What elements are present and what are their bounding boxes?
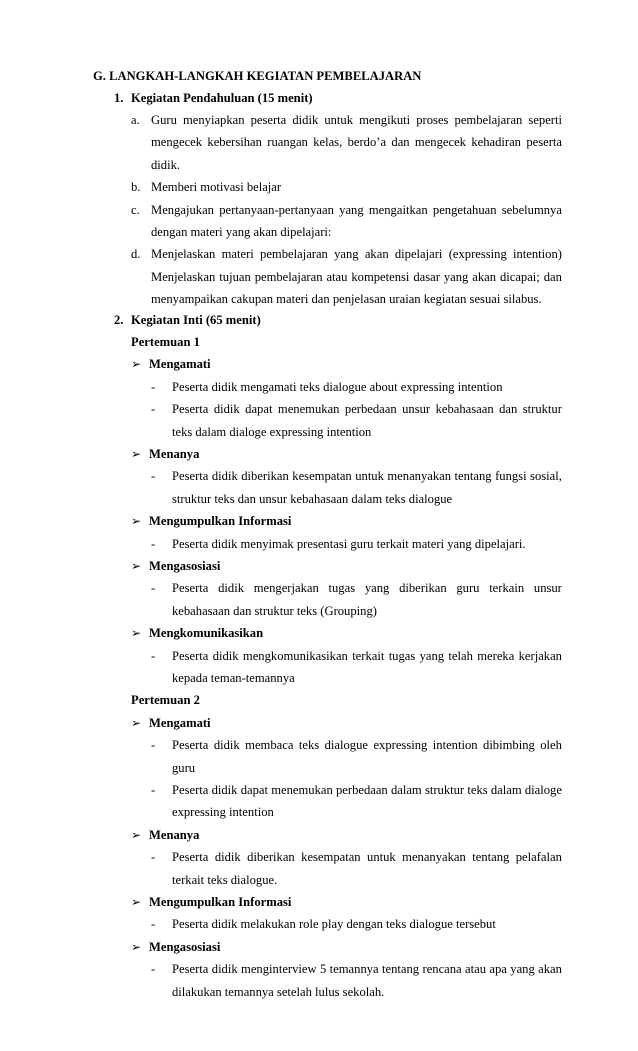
- body-text-line: Memberi motivasi belajar: [151, 180, 282, 195]
- meeting-title: Pertemuan 2: [131, 693, 200, 708]
- part-title: Kegiatan Pendahuluan (15 menit): [131, 91, 313, 105]
- dash-bullet: -: [151, 402, 156, 417]
- arrow-bullet-icon: ➢: [131, 715, 142, 730]
- dash-bullet: -: [151, 962, 156, 977]
- step-title: Mengasosiasi: [149, 939, 221, 954]
- step-title: Mengamati: [149, 715, 211, 730]
- body-text-line: Peserta didik diberikan kesempatan untuk menanyakan tentang pelafalan: [172, 850, 562, 865]
- dash-bullet: -: [151, 783, 156, 797]
- step-title: Mengumpulkan Informasi: [149, 514, 292, 529]
- body-text-line: teks dalam dialoge expressing intention: [172, 424, 372, 439]
- body-text-line: Peserta didik menginterview 5 temannya tentang rencana atau apa yang akan: [172, 962, 562, 977]
- part-number: 2.: [114, 313, 124, 327]
- body-text-line: Menjelaskan tujuan pembelajaran atau kompetensi dasar yang akan dicapai; dan: [151, 269, 562, 284]
- step-title: Mengasosiasi: [149, 559, 221, 573]
- body-text-line: Peserta didik melakukan role play dengan teks dialogue tersebut: [172, 917, 496, 932]
- list-marker: a.: [131, 113, 140, 127]
- dash-bullet: -: [151, 738, 156, 753]
- section-heading: G. LANGKAH-LANGKAH KEGIATAN PEMBELAJARAN: [93, 69, 422, 83]
- arrow-bullet-icon: ➢: [131, 626, 142, 641]
- body-text-line: dengan materi yang akan dipelajari:: [151, 225, 332, 239]
- body-text-line: expressing intention: [172, 805, 274, 820]
- body-text-line: Peserta didik diberikan kesempatan untuk menanyakan tentang fungsi sosial,: [172, 469, 562, 484]
- body-text-line: Peserta didik mengerjakan tugas yang diberikan guru terkain unsur: [172, 581, 562, 596]
- arrow-bullet-icon: ➢: [131, 895, 142, 909]
- meeting-title: Pertemuan 1: [131, 335, 200, 349]
- body-text-line: kebahasaan dan struktur teks (Grouping): [172, 603, 377, 618]
- body-text-line: Peserta didik mengamati teks dialogue about expressing intention: [172, 379, 503, 394]
- arrow-bullet-icon: ➢: [131, 514, 142, 529]
- body-text-line: Peserta didik dapat menemukan perbedaan dalam struktur teks dalam dialoge: [172, 783, 562, 797]
- dash-bullet: -: [151, 379, 156, 394]
- body-text-line: menyampaikan cakupan materi dan penjelasan uraian kegiatan sesuai silabus.: [151, 292, 542, 307]
- dash-bullet: -: [151, 917, 156, 932]
- step-title: Mengamati: [149, 357, 211, 372]
- dash-bullet: -: [151, 581, 156, 596]
- body-text-line: dilakukan temannya setelah lulus sekolah.: [172, 984, 385, 999]
- dash-bullet: -: [151, 648, 156, 663]
- arrow-bullet-icon: ➢: [131, 827, 142, 842]
- body-text-line: didik.: [151, 157, 181, 172]
- body-text-line: guru: [172, 760, 196, 775]
- step-title: Mengumpulkan Informasi: [149, 895, 292, 909]
- body-text-line: terkait teks dialogue.: [172, 872, 278, 887]
- dash-bullet: -: [151, 850, 156, 865]
- body-text-line: struktur teks dan unsur kebahasaan dalam teks dialogue: [172, 491, 453, 506]
- body-text-line: Peserta didik dapat menemukan perbedaan unsur kebahasaan dan struktur: [172, 402, 562, 417]
- dash-bullet: -: [151, 469, 156, 484]
- body-text-line: Peserta didik membaca teks dialogue expressing intention dibimbing oleh: [172, 738, 562, 753]
- body-text-line: Peserta didik menyimak presentasi guru terkait materi yang dipelajari.: [172, 536, 526, 551]
- step-title: Mengkomunikasikan: [149, 626, 264, 641]
- arrow-bullet-icon: ➢: [131, 559, 142, 573]
- step-title: Menanya: [149, 827, 200, 842]
- arrow-bullet-icon: ➢: [131, 447, 142, 461]
- arrow-bullet-icon: ➢: [131, 357, 142, 372]
- part-number: 1.: [114, 91, 124, 105]
- body-text-line: mengecek kebersihan ruangan kelas, berdo’a dan mengecek kehadiran peserta: [151, 135, 562, 150]
- list-marker: b.: [131, 180, 141, 195]
- body-text-line: kepada teman-temannya: [172, 671, 295, 685]
- list-marker: d.: [131, 247, 141, 262]
- list-marker: c.: [131, 202, 140, 217]
- body-text-line: Mengajukan pertanyaan-pertanyaan yang mengaitkan pengetahuan sebelumnya: [151, 202, 562, 217]
- step-title: Menanya: [149, 447, 200, 461]
- arrow-bullet-icon: ➢: [131, 939, 142, 954]
- body-text-line: Menjelaskan materi pembelajaran yang akan dipelajari (expressing intention): [151, 247, 562, 262]
- dash-bullet: -: [151, 536, 156, 551]
- body-text-line: Guru menyiapkan peserta didik untuk mengikuti proses pembelajaran seperti: [151, 113, 562, 127]
- body-text-line: Peserta didik mengkomunikasikan terkait tugas yang telah mereka kerjakan: [172, 648, 562, 663]
- part-title: Kegiatan Inti (65 menit): [131, 313, 261, 327]
